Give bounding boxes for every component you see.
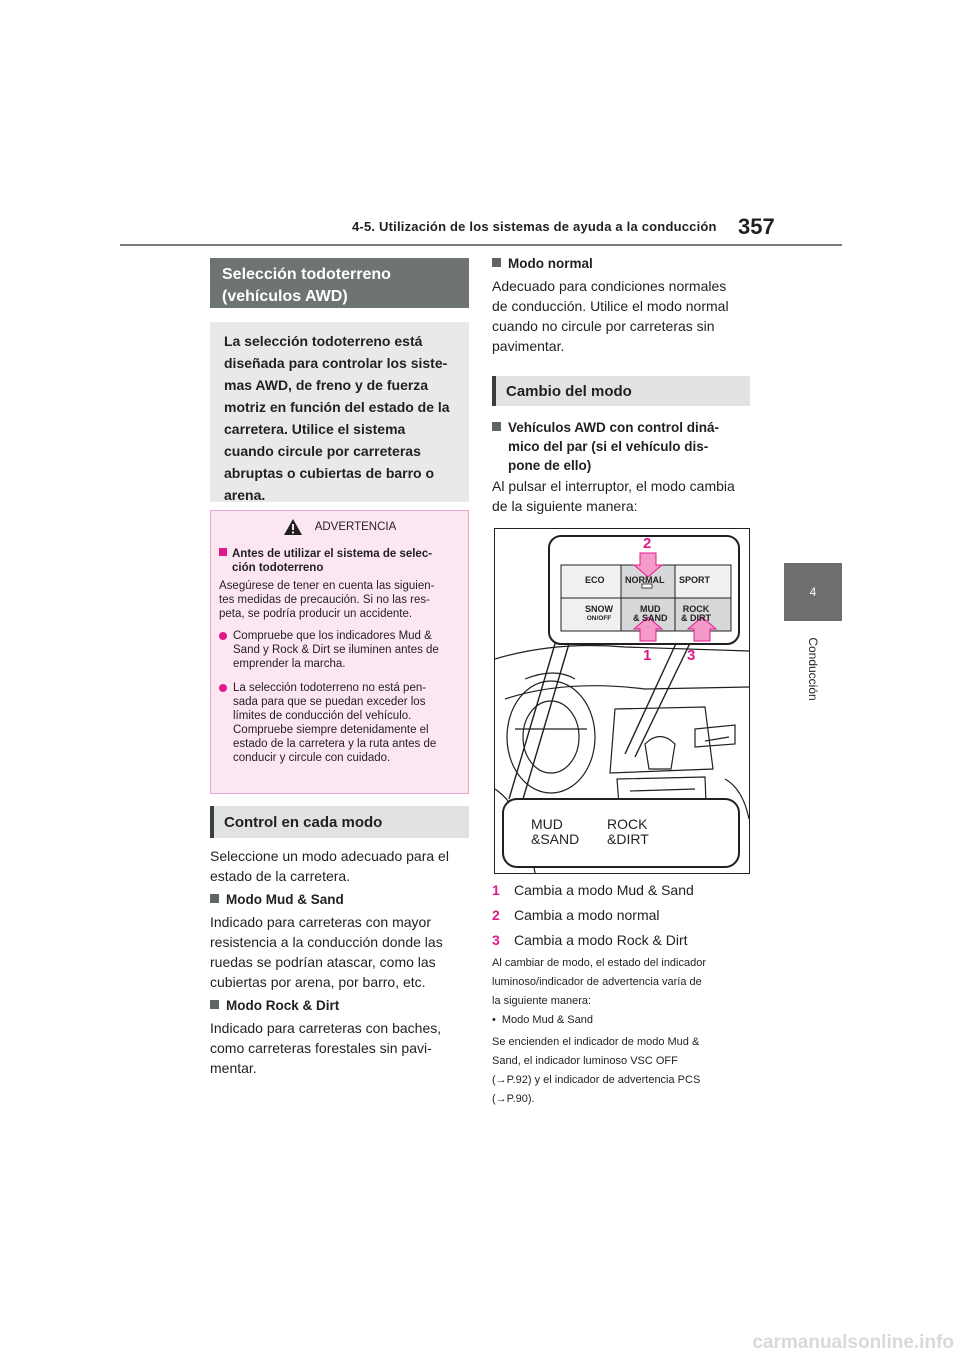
bottom-rock-line: &DIRT — [607, 831, 649, 847]
text-line: estado de la carretera. — [210, 868, 351, 884]
bullet-line: Sand y Rock & Dirt se iluminen antes de — [233, 644, 439, 656]
chapter-label-wrap — [770, 630, 856, 716]
warning-sub-line: ción todoterreno — [232, 562, 324, 574]
callout-2: 2 — [643, 535, 652, 552]
note-text — [492, 954, 754, 1109]
bullet-line: Compruebe que los indicadores Mud & — [233, 630, 432, 642]
rock-text — [210, 1018, 472, 1078]
text-line: Seleccione un modo adecuado para el — [210, 848, 449, 864]
awd-heading-line: mico del par (si el vehículo dis- — [508, 439, 709, 454]
square-bullet-icon — [492, 258, 501, 267]
text-line: mentar. — [210, 1060, 257, 1076]
warning-subheading — [219, 547, 460, 575]
warning-text — [219, 579, 460, 621]
watermark: carmanualsonline.info — [752, 1332, 954, 1353]
text-line: pavimentar. — [492, 338, 565, 354]
warning-text-line: peta, se podría producir un accidente. — [219, 608, 413, 620]
callout-1: 1 — [643, 647, 652, 664]
button-normal: NORMAL — [625, 575, 665, 585]
bullet-line: sada para que se puedan exceder los — [233, 696, 426, 708]
note-line: (→P.90). — [492, 1093, 535, 1105]
intro-line: arena. — [224, 487, 266, 503]
page-number: 357 — [738, 214, 775, 239]
step-item — [492, 928, 754, 953]
step-number: 2 — [492, 907, 500, 923]
button-snow-line: SNOW — [585, 604, 613, 614]
note-bullet — [492, 1011, 754, 1030]
chapter-label: Conducción — [806, 637, 820, 701]
button-snow-line: ON/OFF — [586, 615, 612, 622]
text-line: cubiertas por arena, por barro, etc. — [210, 974, 426, 990]
square-bullet-icon — [210, 1000, 219, 1009]
step-text: Cambia a modo Rock & Dirt — [514, 932, 688, 948]
square-bullet-icon — [219, 548, 227, 556]
text-line: resistencia a la conducción donde las — [210, 934, 443, 950]
intro-line: motriz en función del estado de la — [224, 399, 450, 415]
section-heading — [210, 258, 469, 308]
button-sport: SPORT — [679, 575, 711, 585]
section-heading-line2: (vehículos AWD) — [222, 288, 348, 305]
bullet-line: La selección todoterreno no está pen- — [233, 682, 427, 694]
button-rock-line: ROCK — [682, 604, 710, 614]
mode-switch-figure — [494, 528, 750, 874]
bottom-mud-label — [531, 817, 579, 847]
warning-box — [210, 510, 469, 794]
bullet-line: conducir y circule con cuidado. — [233, 752, 391, 764]
warning-bullet — [219, 681, 460, 765]
button-mud-sand — [633, 605, 668, 623]
text-line: Al pulsar el interruptor, el modo cambia — [492, 478, 735, 494]
intro-line: carretera. Utilice el sistema — [224, 421, 406, 437]
control-text — [210, 846, 472, 886]
bullet-line: Compruebe siempre detenidamente el — [233, 724, 429, 736]
note-line: Se encienden el indicador de modo Mud & — [492, 1036, 700, 1048]
note-line: luminoso/indicador de advertencia varía de — [492, 976, 702, 988]
bullet-line: estado de la carretera y la ruta antes de — [233, 738, 437, 750]
intro-line: abruptas o cubiertas de barro o — [224, 465, 435, 481]
change-heading-text: Cambio del modo — [506, 382, 632, 400]
warning-title-text: ADVERTENCIA — [314, 521, 397, 533]
awd-heading-line: pone de ello) — [508, 458, 592, 473]
control-heading-text: Control en cada modo — [224, 813, 383, 831]
dot-bullet-icon — [219, 684, 227, 692]
warning-sub-line: Antes de utilizar el sistema de selec- — [232, 548, 433, 560]
step-text: Cambia a modo normal — [514, 907, 660, 923]
button-rock-line: & DIRT — [681, 613, 711, 623]
normal-heading — [492, 256, 593, 271]
note-bullet-text: Modo Mud & Sand — [501, 1014, 593, 1026]
bottom-mud-line: MUD — [531, 816, 563, 832]
awd-heading-line: Vehículos AWD con control diná- — [508, 420, 720, 435]
step-text: Cambia a modo Mud & Sand — [514, 882, 694, 898]
intro-box — [210, 322, 469, 502]
note-line: la siguiente manera: — [492, 995, 592, 1007]
rock-heading-text: Modo Rock & Dirt — [226, 998, 340, 1013]
note-line: Sand, el indicador luminoso VSC OFF — [492, 1055, 678, 1067]
button-mud-line: MUD — [640, 604, 661, 614]
chapter-number: 4 — [809, 585, 817, 599]
control-heading — [210, 806, 469, 838]
callout-3: 3 — [687, 647, 696, 664]
text-line: Indicado para carreteras con mayor — [210, 914, 431, 930]
bullet-line: emprender la marcha. — [233, 658, 346, 670]
note-line: (→P.92) y el indicador de advertencia PCS — [492, 1074, 701, 1086]
header-rule — [120, 244, 842, 246]
step-number: 1 — [492, 882, 500, 898]
button-eco: ECO — [585, 575, 605, 585]
text-line: Indicado para carreteras con baches, — [210, 1020, 442, 1036]
chapter-tab — [784, 563, 842, 621]
mud-heading — [210, 892, 344, 907]
warning-text-line: Asegúrese de tener en cuenta las siguien- — [219, 580, 435, 592]
mud-text — [210, 912, 472, 992]
note-line: Al cambiar de modo, el estado del indicador — [492, 957, 707, 969]
button-mud-line: & SAND — [633, 613, 668, 623]
change-heading — [492, 376, 750, 406]
bullet-line: límites de conducción del vehículo. — [233, 710, 412, 722]
bottom-rock-line: ROCK — [607, 816, 648, 832]
intro-line: La selección todoterreno está — [224, 333, 423, 349]
awd-heading — [492, 418, 719, 475]
bullet-dot-icon: • — [492, 1014, 496, 1026]
steps-list — [492, 878, 754, 953]
text-line: ruedas se podrían atascar, como las — [210, 954, 436, 970]
awd-text — [492, 476, 754, 516]
warning-bullet — [219, 629, 460, 671]
text-line: como carreteras forestales sin pavi- — [210, 1040, 432, 1056]
text-line: de conducción. Utilice el modo normal — [492, 298, 729, 314]
text-line: de la siguiente manera: — [492, 498, 638, 514]
text-line: Adecuado para condiciones normales — [492, 278, 727, 294]
normal-text — [492, 276, 754, 356]
mud-heading-text: Modo Mud & Sand — [226, 892, 344, 907]
warning-text-line: tes medidas de precaución. Si no las res- — [219, 594, 430, 606]
button-rock-dirt — [681, 605, 711, 623]
button-snow — [585, 605, 613, 623]
intro-line: mas AWD, de freno y de fuerza — [224, 377, 429, 393]
square-bullet-icon — [210, 894, 219, 903]
section-heading-line1: Selección todoterreno — [222, 266, 391, 283]
section-title: 4-5. Utilización de los sistemas de ayuda a la conducción — [352, 219, 717, 234]
text-line: cuando no circule por carreteras sin — [492, 318, 715, 334]
step-item — [492, 878, 754, 903]
bottom-mud-line: &SAND — [531, 831, 580, 847]
intro-line: cuando circule por carreteras — [224, 443, 421, 459]
step-item — [492, 903, 754, 928]
square-bullet-icon — [492, 422, 501, 431]
rock-heading — [210, 998, 339, 1013]
intro-line: diseñada para controlar los siste- — [224, 355, 448, 371]
step-number: 3 — [492, 932, 500, 948]
warning-triangle-icon — [283, 518, 303, 536]
normal-heading-text: Modo normal — [508, 256, 593, 271]
dot-bullet-icon — [219, 632, 227, 640]
warning-title — [219, 517, 460, 537]
bottom-rock-label — [607, 817, 649, 847]
